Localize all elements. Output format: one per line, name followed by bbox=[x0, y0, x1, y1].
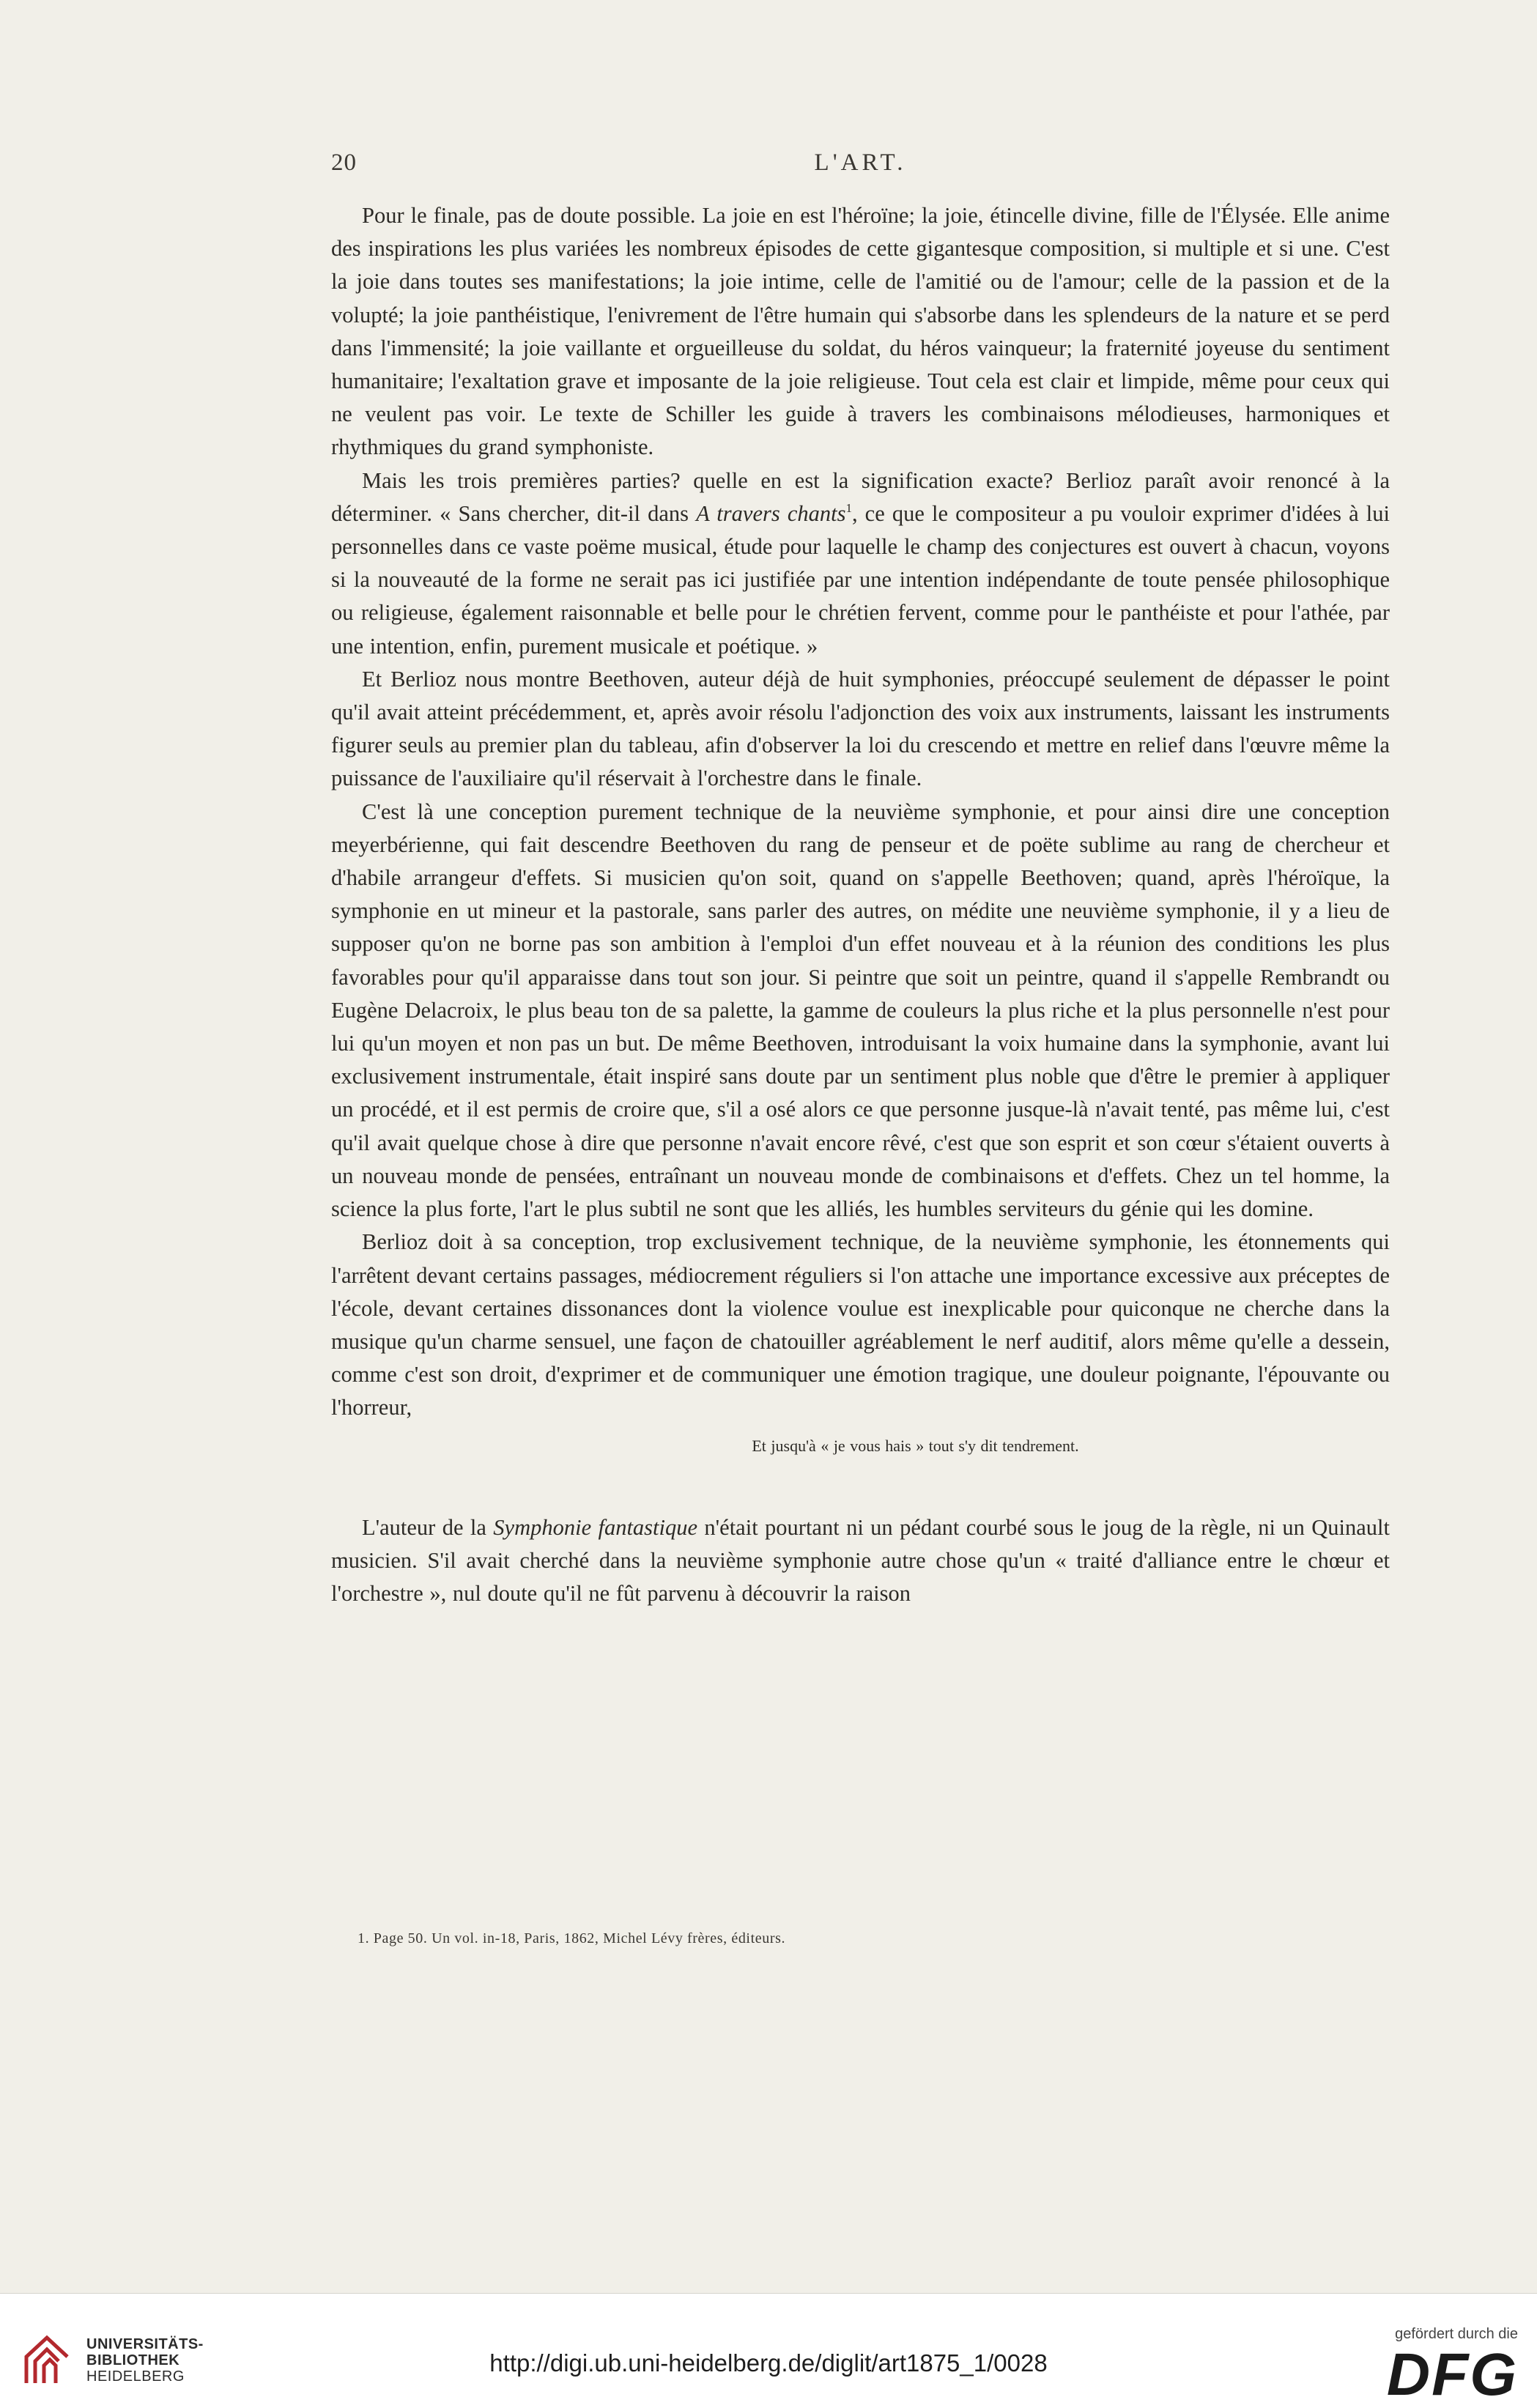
page-header bbox=[331, 149, 1390, 193]
paragraph-6-start: L'auteur de la bbox=[362, 1514, 494, 1540]
running-head: L'ART. bbox=[814, 149, 907, 176]
paragraph-1: Pour le finale, pas de doute possible. La joie en est l'héroïne; la joie, étincelle divine, fille de l'Élysée. Elle anime des inspirations les plus variées les nombreux épisodes de cette gigantesque composition, si multiple et si une. C'est la joie dans toutes ses manifestations; la joie intime, celle de l'amitié ou de l'amour; celle de la passion et de la volupté; la joie panthéistique, l'enivrement de l'être humain qui s'absorbe dans les splendeurs de la nature et se perd dans l'immensité; la joie vaillante et orgueilleuse du soldat, du héros vainqueur; la fraternité joyeuse du sentiment humanitaire; l'exaltation grave et imposante de la joie religieuse. Tout cela est clair et limpide, même pour ceux qui ne veulent pas voir. Le texte de Schiller les guide à travers les combinaisons mélodieuses, harmoniques et rhythmiques du grand symphoniste. bbox=[331, 203, 1390, 460]
footnote-ref: 1 bbox=[845, 500, 852, 515]
paragraph-2-start: Mais les trois premières parties? quelle en est la signification exacte? Berlioz paraît avoir renoncé à la déterminer. « Sans chercher, dit-il dans bbox=[331, 467, 1390, 526]
paragraph-6-end: n'était pourtant ni un pédant courbé sous le joug de la règle, ni un Quinault musicien. S'il avait cherché dans la neuvième symphonie autre chose qu'un « traité d'alliance entre le chœur et l'orchestre », nul doute qu'il ne fût parvenu à découvrir la raison bbox=[331, 1514, 1390, 1606]
paragraph-6 bbox=[331, 1511, 1390, 1611]
sponsor-caption: gefördert durch die bbox=[1395, 2326, 1518, 2342]
page-url-link[interactable]: http://digi.ub.uni-heidelberg.de/diglit/art1875_1/0028 bbox=[489, 2349, 1048, 2376]
paragraph-5: Berlioz doit à sa conception, trop exclusivement technique, de la neuvième symphonie, les étonnements qui l'arrêtent devant certains passages, médiocrement réguliers si l'on attache une importance excessive aux préceptes de l'école, devant certaines dissonances dont la violence voulue est inexplicable pour quiconque ne cherche dans la musique qu'un charme sensuel, une façon de chatouiller agréablement le nerf auditif, alors même qu'elle a dessein, comme c'est son droit, d'exprimer et de communiquer une émotion tragique, une douleur poignante, l'épouvante ou l'horreur, bbox=[331, 1229, 1390, 1420]
verse-quote: Et jusqu'à « je vous hais » tout s'y dit tendrement. bbox=[752, 1436, 1079, 1455]
footer-bar bbox=[0, 2293, 1537, 2408]
book-title: A travers chants bbox=[696, 500, 846, 526]
page-number: 20 bbox=[331, 149, 357, 176]
article-body bbox=[331, 199, 1390, 1610]
footnote: 1. Page 50. Un vol. in-18, Paris, 1862, Michel Lévy frères, éditeurs. bbox=[358, 1930, 786, 1946]
library-name-line-3: HEIDELBERG bbox=[86, 2368, 185, 2385]
dfg-logo: DFG bbox=[1386, 2341, 1518, 2408]
library-name-line-1: UNIVERSITÄTS- bbox=[86, 2336, 204, 2352]
paragraph-2-end: , ce que le compositeur a pu vouloir exprimer d'idées à lui personnelles dans ce vaste poëme musical, étude pour laquelle le champ des conjectures est ouvert à chacun, voyons si la nouveauté de la forme ne serait pas ici justifiée par une intention indépendante de toute pensée philosophique ou religieuse, également raisonnable et belle pour le chrétien fervent, comme pour le panthéiste et pour l'athée, par une intention, enfin, purement musicale et poétique. » bbox=[331, 500, 1390, 659]
work-title: Symphonie fantastique bbox=[493, 1514, 698, 1540]
library-name-line-2: BIBLIOTHEK bbox=[86, 2352, 180, 2368]
paragraph-3: Et Berlioz nous montre Beethoven, auteur déjà de huit symphonies, préoccupé seulement de dépasser le point qu'il avait atteint précédemment, et, après avoir résolu l'adjonction des voix aux instruments, laissant les instruments figurer seuls au premier plan du tableau, afin d'observer la loi du crescendo et mettre en relief dans l'œuvre même la puissance de l'auxiliaire qu'il réservait à l'orchestre dans le finale. bbox=[331, 666, 1390, 791]
paragraph-4: C'est là une conception purement technique de la neuvième symphonie, et pour ainsi dire une conception meyerbérienne, qui fait descendre Beethoven du rang de penseur et de poëte sublime au rang de chercheur et d'habile arrangeur d'effets. Si musicien qu'on soit, quand on s'appelle Beethoven; quand, après l'héroïque, la symphonie en ut mineur et la pastorale, sans parler des autres, on médite une neuvième symphonie, il y a lieu de supposer qu'on ne borne pas son ambition à l'emploi d'un effet nouveau et à la réunion des conditions les plus favorables pour qu'il apparaisse dans tout son jour. Si peintre que soit un peintre, quand il s'appelle Rembrandt ou Eugène Delacroix, le plus beau ton de sa palette, la gamme de couleurs la plus riche et la plus personnelle n'est pour lui qu'un moyen et non pas un but. De même Beethoven, introduisant la voix humaine dans la symphonie, avant lui exclusivement instrumentale, était inspiré sans doute par un sentiment plus noble que d'être le premier à appliquer un procédé, et il est permis de croire que, s'il a osé alors ce que personne jusque-là n'avait tenté, pas même lui, c'est qu'il avait quelque chose à dire que personne n'avait encore rêvé, c'est que son esprit et son cœur s'étaient ouverts à un nouveau monde de pensées, entraînant un nouveau monde de combinaisons et d'effets. Chez un tel homme, la science la plus forte, l'art le plus subtil ne sont que les alliés, les humbles serviteurs du génie qui les domine. bbox=[331, 799, 1390, 1222]
paragraph-2 bbox=[331, 464, 1390, 663]
